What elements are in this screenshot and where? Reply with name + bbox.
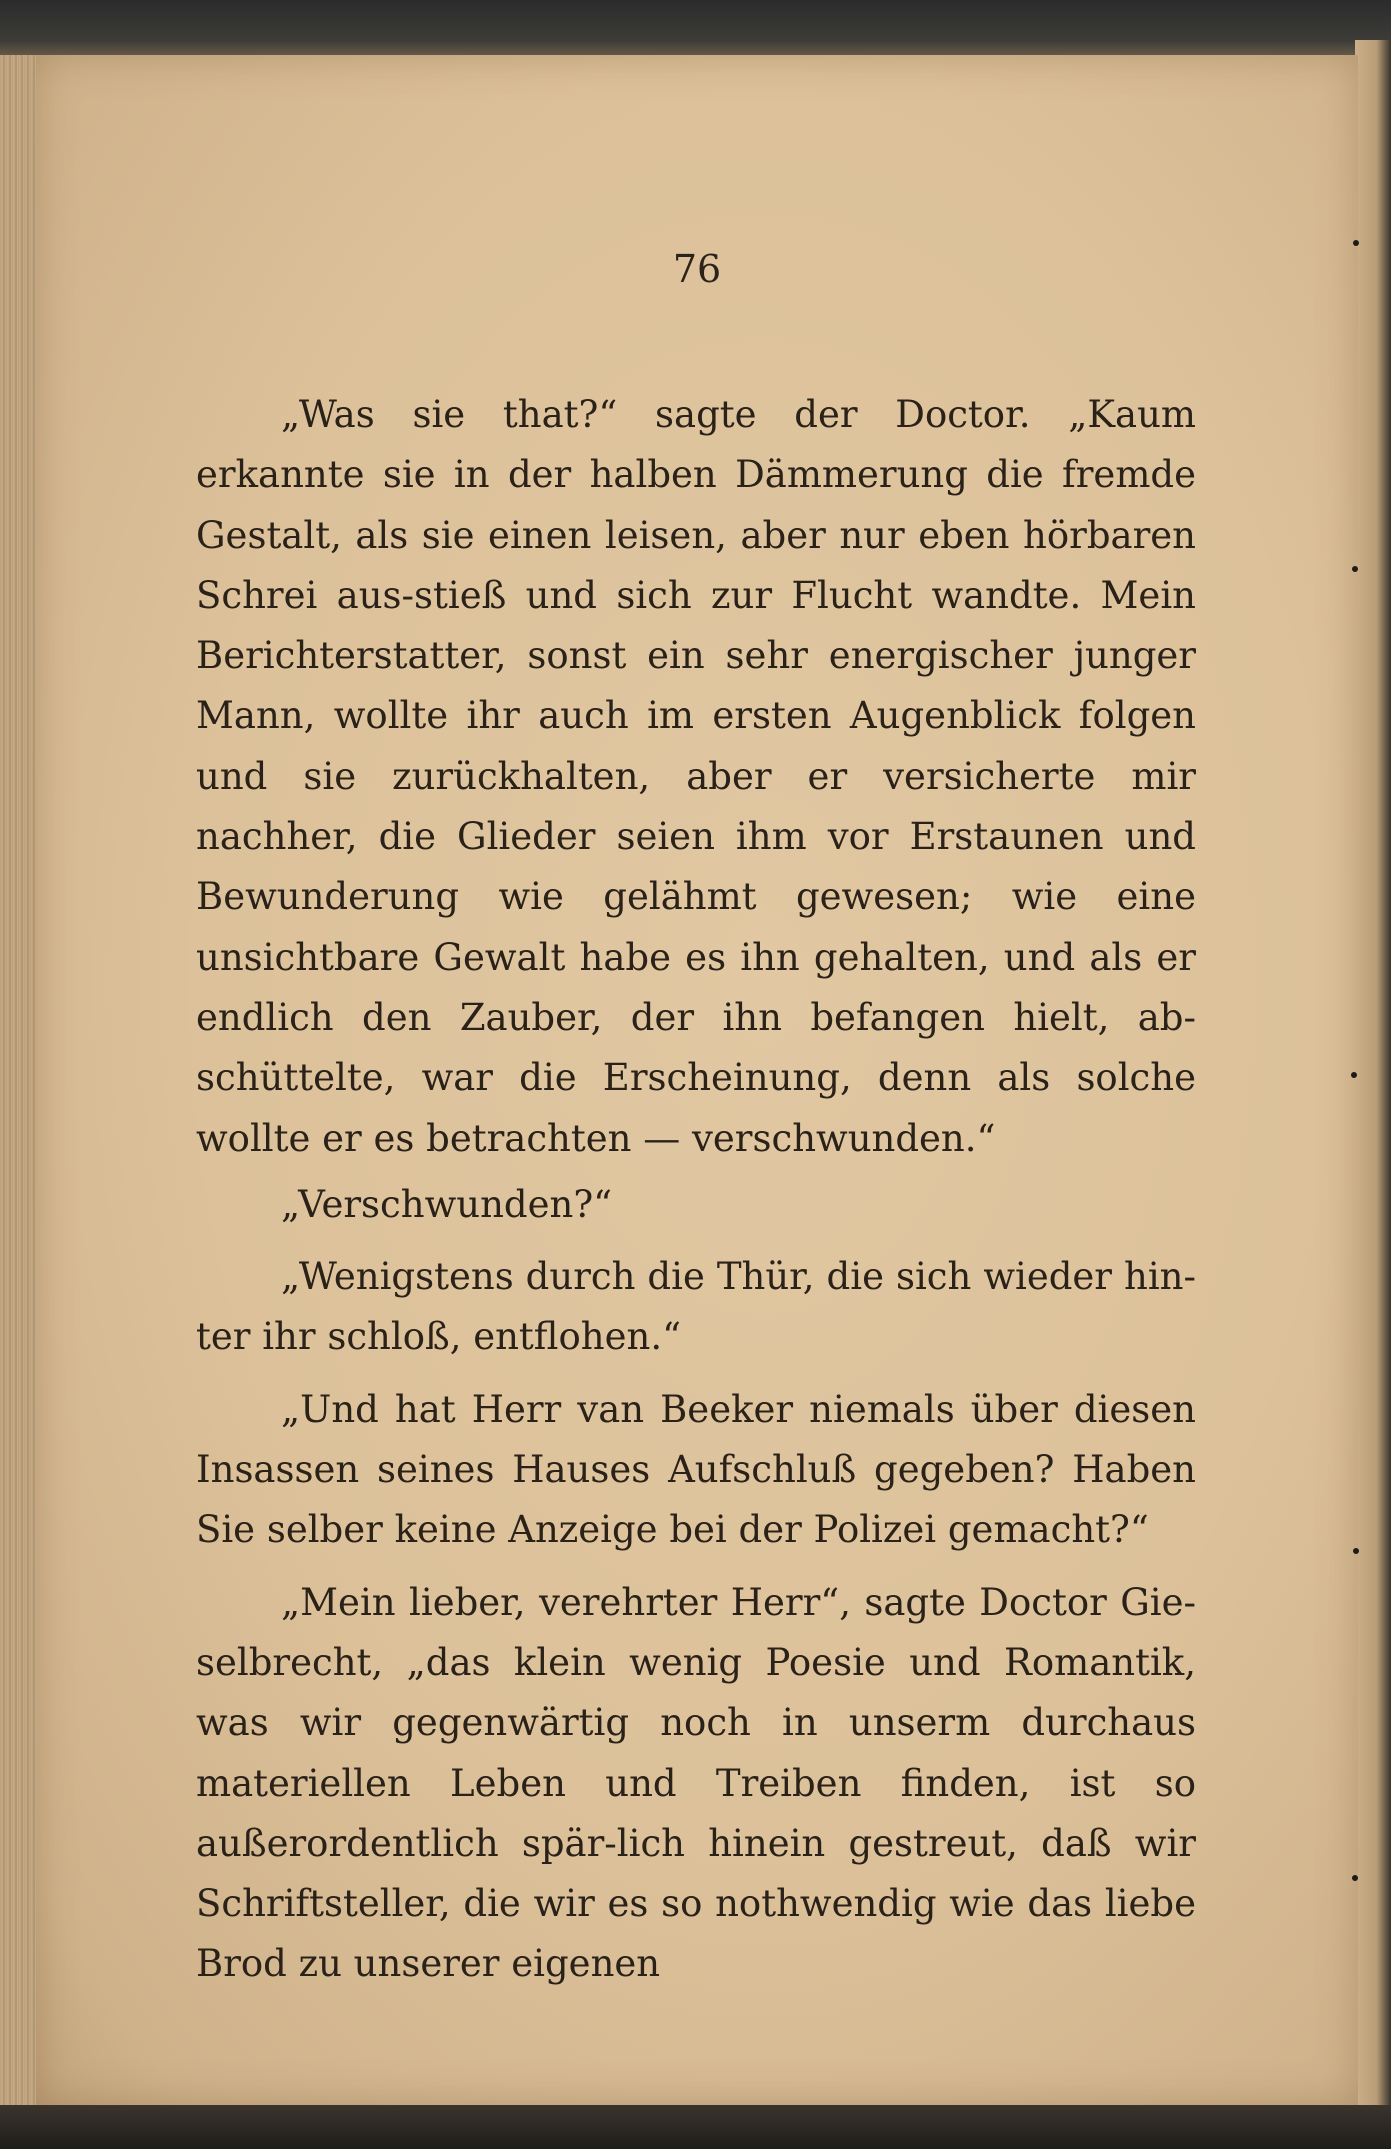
margin-mark: [1352, 1875, 1358, 1881]
right-page-edge: [1355, 40, 1391, 2110]
page-number: 76: [672, 247, 722, 291]
margin-mark: [1353, 240, 1359, 246]
paragraph-2: „Verschwunden?“: [281, 1182, 613, 1226]
margin-mark: [1352, 566, 1358, 572]
paragraph-5: „Mein lieber, verehrter Herr“, sagte Doctor Gie-selbrecht, „das klein wenig Poesie und Romantik, was wir gegenwärtig noch in unserm durchaus materiellen Leben und Treiben finden, ist so außerordentlich spär-lich hinein gestreut, daß wir Schriftsteller, die wir es so nothwendig wie das liebe Brod zu unserer eigenen: [196, 1580, 1196, 1986]
paragraph-3: „Wenigstens durch die Thür, die sich wieder hin-ter ihr schloß, entflohen.“: [196, 1255, 1196, 1359]
paragraph-1: „Was sie that?“ sagte der Doctor. „Kaum erkannte sie in der halben Dämmerung die fremde Gestalt, als sie einen leisen, aber nur eben hörbaren Schrei aus-stieß und sich zur Flucht wandte. Mein Berichterstatter, sonst ein sehr energischer junger Mann, wollte ihr auch im ersten Augenblick folgen und sie zurückhalten, aber er versicherte mir nachher, die Glieder seien ihm vor Erstaunen und Bewunderung wie gelähmt gewesen; wie eine unsichtbare Gewalt habe es ihn gehalten, und als er endlich den Zauber, der ihn befangen hielt, ab-schüttelte, war die Erscheinung, denn als solche wollte er es betrachten — verschwunden.“: [196, 393, 1196, 1160]
paragraph-4: „Und hat Herr van Beeker niemals über diesen Insassen seines Hauses Aufschluß gegeben? Haben Sie selber keine Anzeige bei der Polizei gemacht?“: [196, 1387, 1196, 1552]
book-page: [36, 55, 1358, 2105]
top-binding: [0, 0, 1391, 58]
body-text: [196, 385, 1196, 2007]
margin-mark: [1351, 1072, 1357, 1078]
margin-mark: [1353, 1548, 1359, 1554]
bottom-binding: [0, 2105, 1391, 2149]
